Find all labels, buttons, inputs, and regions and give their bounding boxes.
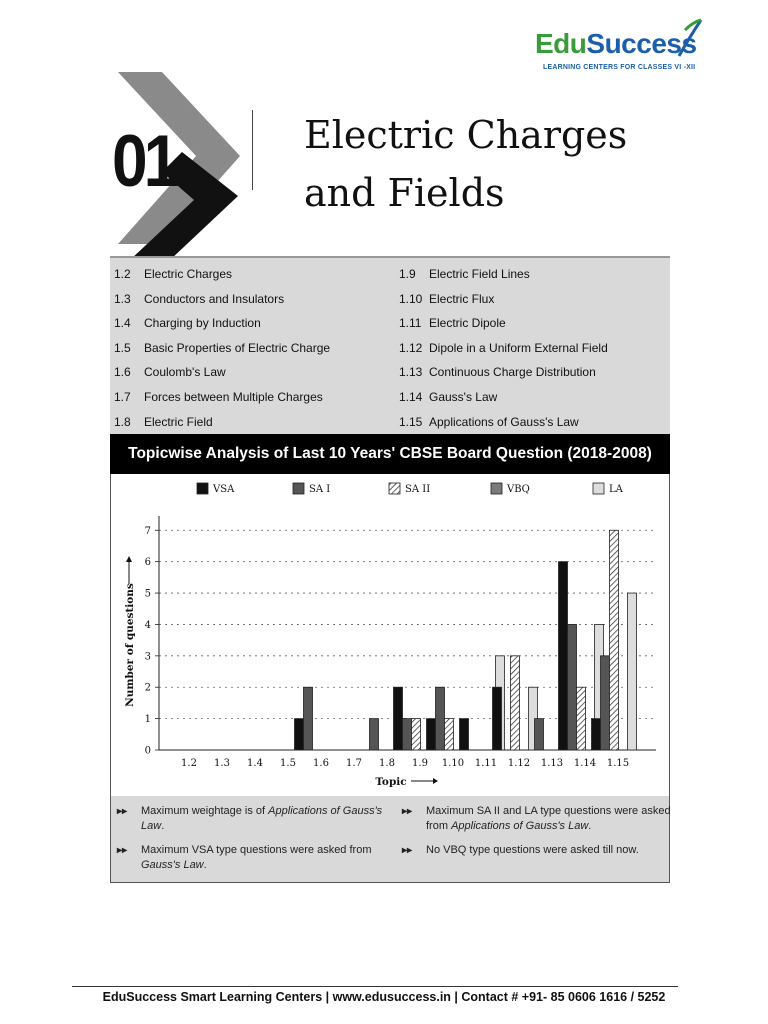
x-tick-label: 1.12 <box>507 758 531 769</box>
topic-item <box>399 287 608 312</box>
topic-title: Applications of Gauss's Law <box>429 414 579 429</box>
topic-item <box>399 410 608 435</box>
chart-bars <box>295 530 637 750</box>
y-tick-label: 5 <box>144 588 151 600</box>
chart-frame <box>110 474 670 797</box>
topics-box <box>110 256 670 434</box>
y-tick-label: 7 <box>144 525 151 537</box>
legend-swatch <box>293 483 304 494</box>
notes-box <box>110 796 670 883</box>
chart-title: Topicwise Analysis of Last 10 Years' CBSE Board Question (2018-2008) <box>128 445 652 462</box>
topic-number: 1.15 <box>399 414 423 429</box>
chart-bar <box>370 719 379 750</box>
x-tick-label: 1.15 <box>606 758 630 769</box>
chart-bar <box>592 719 601 750</box>
note-text: Maximum weightage is of Applications of Gauss's Law. <box>141 805 383 832</box>
bar-chart <box>111 474 669 796</box>
topic-title: Charging by Induction <box>144 316 261 331</box>
topic-number: 1.4 <box>114 316 131 331</box>
x-tick-label: 1.10 <box>441 758 465 769</box>
footer-divider <box>72 986 678 987</box>
chart-bar <box>394 687 403 750</box>
topic-number: 1.10 <box>399 291 423 306</box>
chart-legend <box>197 483 624 495</box>
y-tick-label: 3 <box>144 651 151 663</box>
topic-item <box>114 311 330 336</box>
y-tick-label: 4 <box>144 619 151 631</box>
topic-item <box>114 360 330 385</box>
topic-title: Electric Field Lines <box>429 267 530 281</box>
topic-item <box>399 360 608 385</box>
y-axis-arrow-head <box>126 556 132 562</box>
x-tick-label: 1.5 <box>280 758 296 769</box>
topic-number: 1.8 <box>114 414 131 429</box>
x-tick-label: 1.9 <box>412 758 428 769</box>
chart-bar <box>535 719 544 750</box>
chart-bar <box>445 719 454 750</box>
topic-number: 1.9 <box>399 267 416 281</box>
topic-item <box>114 262 330 287</box>
logo-brand-success: Success <box>586 28 697 59</box>
note-item <box>402 804 671 834</box>
topic-number: 1.12 <box>399 340 423 355</box>
chapter-title <box>304 106 664 222</box>
topic-number: 1.6 <box>114 365 131 380</box>
x-tick-label: 1.14 <box>573 758 597 769</box>
legend-label: SA I <box>309 484 331 495</box>
chart-bar <box>412 719 421 750</box>
topic-item <box>114 336 330 361</box>
topic-item <box>114 410 330 435</box>
chapter-number: 01 <box>112 119 176 202</box>
page-footer: EduSuccess Smart Learning Centers | www.edusuccess.in | Contact # +91- 85 0606 1616 / 5252 <box>102 990 666 1004</box>
double-arrow-icon: ▸▸ <box>117 845 128 856</box>
topic-title: Continuous Charge Distribution <box>429 365 596 380</box>
logo-brand-edu: Edu <box>535 28 587 59</box>
legend-swatch <box>491 483 502 494</box>
topic-title: Basic Properties of Electric Charge <box>144 340 331 355</box>
topic-item <box>114 287 330 312</box>
y-axis-title: Number of questions <box>124 583 136 707</box>
header-divider <box>252 110 253 190</box>
x-tick-label: 1.4 <box>247 758 263 769</box>
topic-title: Electric Flux <box>429 291 495 306</box>
topic-title: Dipole in a Uniform External Field <box>429 340 608 355</box>
chart-bar <box>568 624 577 750</box>
x-tick-label: 1.2 <box>181 758 197 769</box>
chart-bar <box>403 719 412 750</box>
topic-title: Electric Charges <box>144 267 233 281</box>
legend-swatch <box>389 483 400 494</box>
topic-item <box>399 262 608 287</box>
topic-number: 1.14 <box>399 389 423 404</box>
legend-label: VSA <box>213 484 235 495</box>
double-arrow-icon: ▸▸ <box>402 806 413 817</box>
legend-label: LA <box>609 484 623 495</box>
topic-item <box>399 385 608 410</box>
note-text: Maximum SA II and LA type questions were asked from Applications of Gauss's Law. <box>426 805 671 832</box>
topic-title: Coulomb's Law <box>144 365 226 380</box>
topic-number: 1.5 <box>114 340 131 355</box>
y-tick-label: 1 <box>144 714 151 726</box>
legend-swatch <box>197 483 208 494</box>
x-tick-label: 1.13 <box>540 758 564 769</box>
topic-number: 1.2 <box>114 267 131 281</box>
topic-number: 1.11 <box>399 316 422 331</box>
chart-bar <box>628 593 637 750</box>
x-tick-label: 1.6 <box>313 758 329 769</box>
note-text: Maximum VSA type questions were asked from Gauss's Law. <box>141 844 372 871</box>
legend-label: SA II <box>405 484 431 495</box>
chapter-title-line2: and Fields <box>304 171 505 215</box>
topic-title: Gauss's Law <box>429 389 498 404</box>
chart-bar <box>493 687 502 750</box>
logo-tagline: LEARNING CENTERS FOR CLASSES VI -XII <box>543 64 696 71</box>
topic-title: Forces between Multiple Charges <box>144 389 323 404</box>
topic-item <box>114 385 330 410</box>
chart-bar <box>460 719 469 750</box>
note-text: No VBQ type questions were asked till now. <box>426 844 639 856</box>
topic-number: 1.13 <box>399 365 423 380</box>
note-item <box>117 843 386 873</box>
topic-title: Electric Field <box>144 414 213 429</box>
note-item <box>117 804 386 834</box>
chart-bar <box>427 719 436 750</box>
edusuccess-logo <box>535 16 705 76</box>
legend-label: VBQ <box>507 484 530 495</box>
topic-number: 1.3 <box>114 291 131 306</box>
chart-bar <box>511 656 520 750</box>
topics-left-column <box>114 262 330 434</box>
x-axis-arrow-head <box>433 778 438 784</box>
chart-bar <box>577 687 586 750</box>
x-tick-label: 1.11 <box>474 758 498 769</box>
topic-item <box>399 311 608 336</box>
y-tick-label: 2 <box>144 682 151 694</box>
y-tick-label: 0 <box>144 745 151 757</box>
x-tick-label: 1.3 <box>214 758 230 769</box>
logo-swoosh-icon <box>675 16 705 62</box>
chart-bar <box>295 719 304 750</box>
topic-number: 1.7 <box>114 389 131 404</box>
legend-swatch <box>593 483 604 494</box>
double-arrow-icon: ▸▸ <box>117 806 128 817</box>
chart-bar <box>610 530 619 750</box>
chapter-title-line1: Electric Charges <box>304 113 628 157</box>
double-arrow-icon: ▸▸ <box>402 845 413 856</box>
x-tick-label: 1.8 <box>379 758 395 769</box>
topic-item <box>399 336 608 361</box>
topic-title: Conductors and Insulators <box>144 291 285 306</box>
x-axis-title: Topic <box>375 776 407 788</box>
topic-title: Electric Dipole <box>429 316 506 331</box>
topics-right-column <box>399 262 608 434</box>
chart-bar <box>559 562 568 750</box>
chart-header-bar <box>110 434 670 474</box>
note-item <box>402 843 671 858</box>
x-tick-label: 1.7 <box>346 758 362 769</box>
chart-bar <box>436 687 445 750</box>
y-tick-label: 6 <box>144 557 151 569</box>
chart-bar <box>304 687 313 750</box>
chart-bar <box>601 656 610 750</box>
logo-wordmark <box>535 28 697 60</box>
